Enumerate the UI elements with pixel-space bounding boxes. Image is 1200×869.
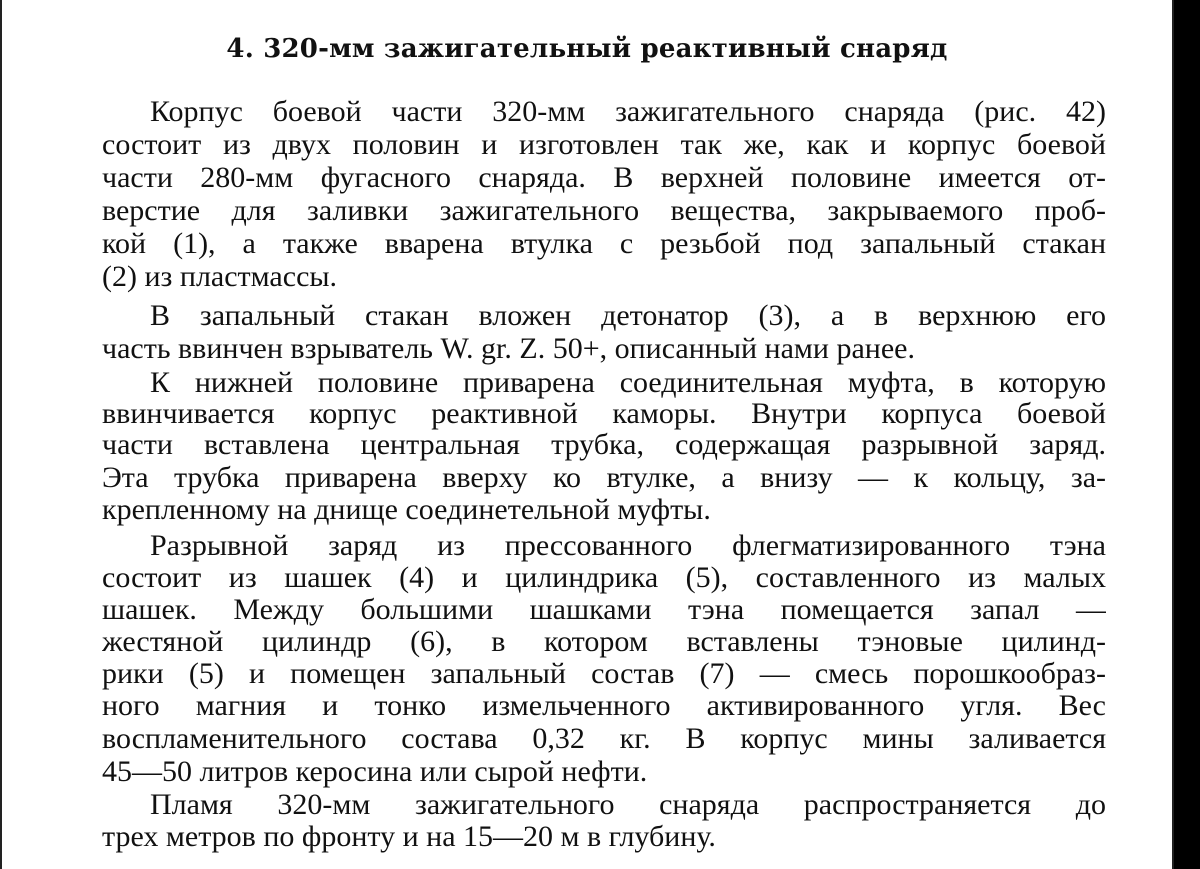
text-line: Пламя 320-мм зажигательного снаряда распространяется до [150,789,1106,821]
text-line: воспламенительного состава 0,32 кг. В корпус мины заливается [102,723,1106,755]
text-line: (2) из пластмассы. [102,261,338,293]
text-line: 45—50 литров керосина или сырой нефти. [102,756,648,788]
page-left-edge [0,0,2,869]
text-line: жестяной цилиндр (6), в котором вставлены тэновые цилинд- [102,626,1106,658]
text-line: Эта трубка приварена вверху ко втулке, а внизу — к кольцу, за- [102,462,1106,494]
text-line: шашек. Между большими шашками тэна помещается запал — [102,594,1106,626]
page-right-edge [1172,0,1174,869]
text-line: К нижней половине приварена соединительная муфта, в которую [150,367,1106,399]
text-line: ввинчивается корпус реактивной каморы. Внутри корпуса боевой [102,398,1106,430]
text-line: кой (1), а также вварена втулка с резьбой под запальный стакан [102,228,1106,260]
text-line: рики (5) и помещен запальный состав (7) — смесь порошкообраз- [102,658,1106,690]
text-line: В запальный стакан вложен детонатор (3), а в верхнюю его [150,300,1106,332]
text-line: Разрывной заряд из прессованного флегматизированного тэна [150,530,1106,562]
text-line: ного магния и тонко измельченного активированного угля. Вес [102,690,1106,722]
text-line: состоит из шашек (4) и цилиндрика (5), составленного из малых [102,562,1106,594]
text-line: крепленному на днище соединетельной муфты. [102,494,711,526]
text-line: трех метров по фронту и на 15—20 м в глубину. [102,821,716,853]
text-line: часть ввинчен взрыватель W. gr. Z. 50+, описанный нами ранее. [102,333,915,365]
text-line: части 280-мм фугасного снаряда. В верхней половине имеется от- [102,162,1106,194]
text-line: состоит из двух половин и изготовлен так же, как и корпус боевой [102,129,1106,161]
text-line: верстие для заливки зажигательного вещества, закрываемого проб- [102,195,1106,227]
text-line: части вставлена центральная трубка, содержащая разрывной заряд. [102,429,1106,461]
text-line: Корпус боевой части 320-мм зажигательного снаряда (рис. 42) [150,96,1106,128]
section-heading: 4. 320-мм зажигательный реактивный снаряд [226,34,948,64]
